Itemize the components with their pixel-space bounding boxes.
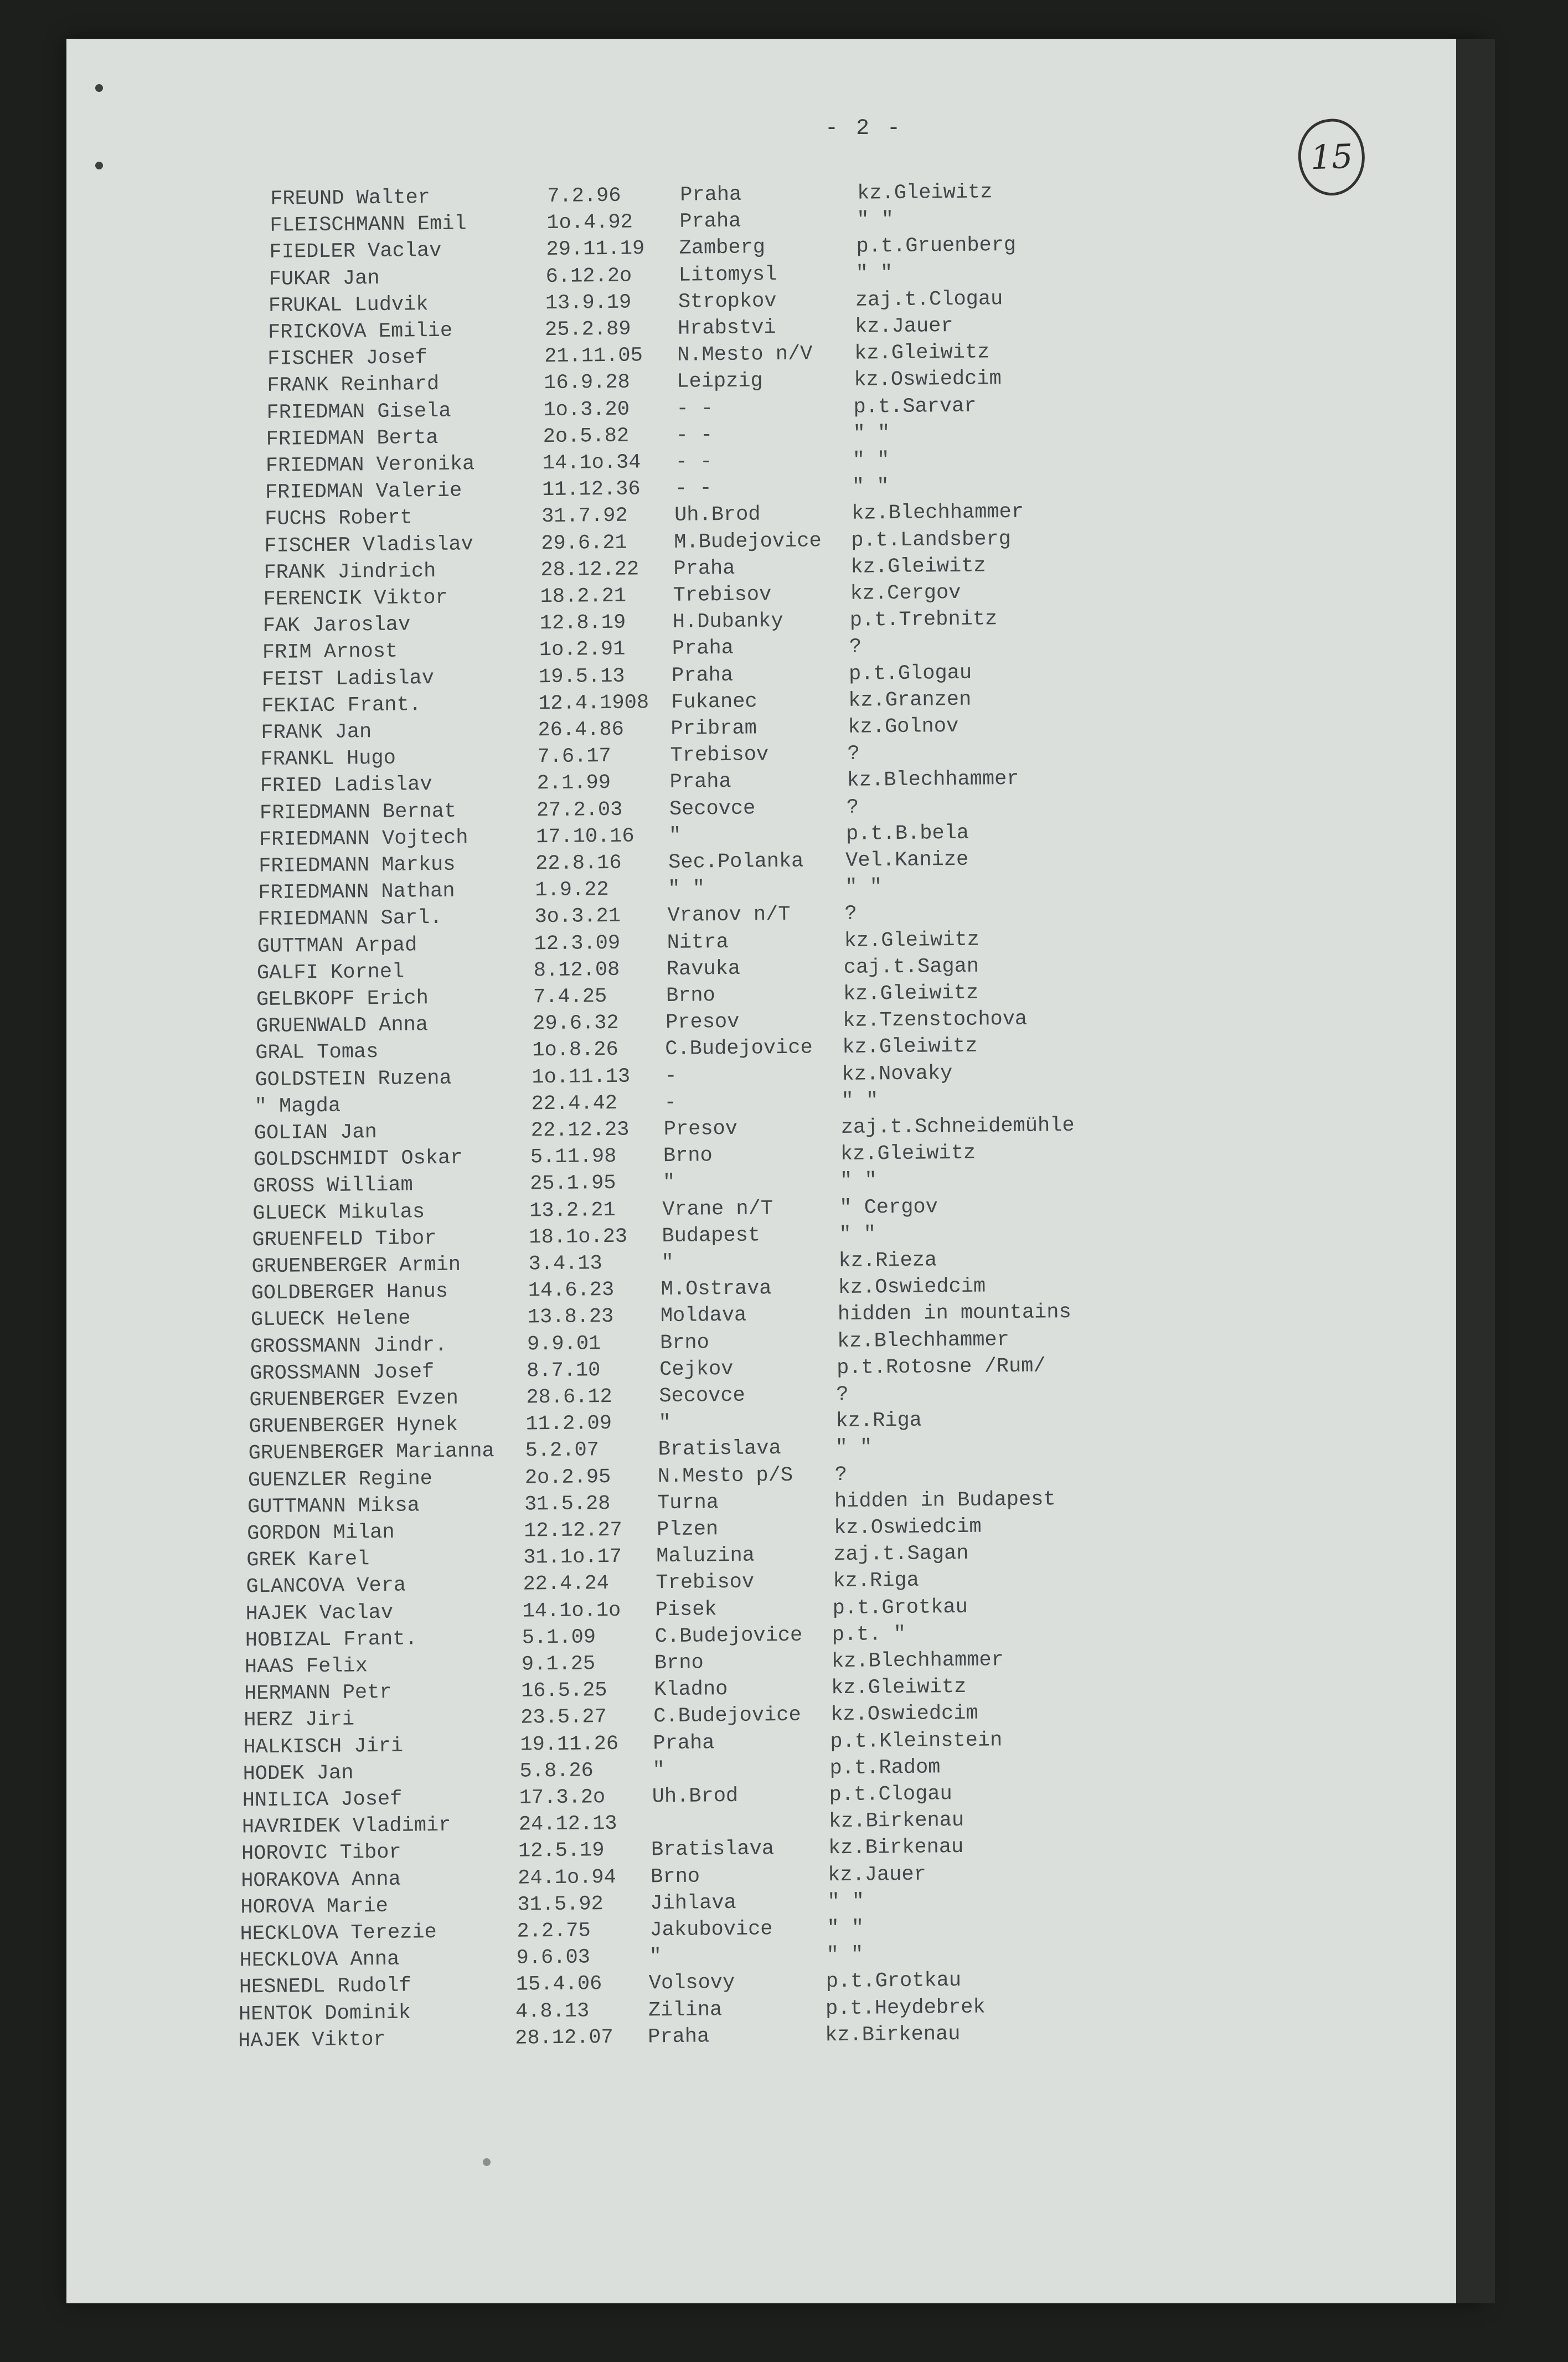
birth-place: H.Dubanky bbox=[673, 607, 783, 636]
fate-destination: " " bbox=[840, 1167, 877, 1195]
birth-date: 2o.2.95 bbox=[525, 1463, 611, 1492]
fate-destination: ? bbox=[847, 793, 859, 821]
fate-destination: p.t. " bbox=[832, 1621, 906, 1649]
person-name: HERMANN Petr bbox=[244, 1679, 392, 1708]
birth-date: 5.8.26 bbox=[519, 1757, 594, 1785]
person-name: FRIED Ladislav bbox=[260, 771, 432, 800]
birth-place: - - bbox=[675, 421, 713, 450]
person-name: HOROVIC Tibor bbox=[241, 1839, 401, 1868]
birth-place: N.Mesto n/V bbox=[677, 341, 813, 369]
person-name: FUKAR Jan bbox=[269, 265, 379, 293]
birth-date: 11.2.09 bbox=[525, 1410, 612, 1438]
fate-destination: " " bbox=[853, 446, 890, 475]
birth-place: Secovce bbox=[659, 1382, 745, 1410]
person-name: HERZ Jiri bbox=[244, 1706, 354, 1735]
fate-destination: " " bbox=[845, 873, 882, 901]
person-name: GLUECK Helene bbox=[251, 1305, 411, 1334]
fate-destination: zaj.t.Sagan bbox=[833, 1540, 969, 1569]
birth-place: " bbox=[663, 1169, 675, 1197]
person-name: GORDON Milan bbox=[247, 1519, 395, 1548]
birth-place: Ravuka bbox=[667, 955, 741, 983]
birth-place: - bbox=[664, 1062, 677, 1090]
fate-destination: kz.Riga bbox=[835, 1407, 922, 1435]
person-name: HAJEK Vaclav bbox=[245, 1598, 393, 1628]
person-name: GELBKOPF Erich bbox=[256, 984, 429, 1014]
birth-place: Praha bbox=[680, 181, 742, 209]
person-name: GRUENBERGER Marianna bbox=[248, 1437, 494, 1467]
person-name: FRANK Jindrich bbox=[264, 558, 436, 587]
fate-destination: p.t.Clogau bbox=[829, 1780, 952, 1809]
birth-date: 12.3.09 bbox=[534, 929, 620, 957]
fate-destination: kz.Blechhammer bbox=[832, 1646, 1004, 1675]
fate-destination: " " bbox=[857, 206, 894, 234]
birth-place: Bratislava bbox=[651, 1835, 775, 1864]
fate-destination: p.t.B.bela bbox=[846, 819, 969, 848]
birth-place: Turna bbox=[657, 1489, 719, 1517]
person-name: HODEK Jan bbox=[243, 1759, 353, 1788]
person-name: GRUENFELD Tibor bbox=[252, 1225, 437, 1254]
person-name: HAAS Felix bbox=[245, 1652, 368, 1681]
birth-date: 2o.5.82 bbox=[543, 422, 629, 450]
birth-date: 22.4.42 bbox=[531, 1090, 617, 1118]
birth-date: 14.1o.1o bbox=[522, 1596, 621, 1625]
birth-place: Nitra bbox=[667, 929, 729, 957]
birth-place: Pisek bbox=[655, 1596, 717, 1624]
birth-place: Maluzina bbox=[656, 1542, 755, 1571]
fate-destination: kz.Jauer bbox=[855, 312, 953, 341]
birth-date: 9.6.03 bbox=[516, 1944, 590, 1972]
birth-date: 22.4.24 bbox=[523, 1570, 609, 1598]
birth-place: Stropkov bbox=[678, 287, 777, 316]
birth-date: 24.12.13 bbox=[519, 1810, 617, 1839]
person-name: HAVRIDEK Vladimir bbox=[242, 1812, 451, 1842]
fate-destination: kz.Riga bbox=[833, 1567, 919, 1595]
person-name: GUTTMAN Arpad bbox=[257, 931, 417, 961]
person-name: HORAKOVA Anna bbox=[241, 1865, 401, 1895]
fate-destination: kz.Gleiwitz bbox=[842, 1033, 978, 1061]
fate-destination: " " bbox=[841, 1087, 878, 1115]
birth-place: Praha bbox=[672, 661, 734, 689]
person-name: FRANK Jan bbox=[261, 718, 372, 747]
birth-date: 26.4.86 bbox=[538, 716, 624, 744]
birth-place: Brno bbox=[663, 1142, 713, 1170]
person-name: FLEISCHMANN Emil bbox=[270, 210, 467, 240]
birth-date: 14.6.23 bbox=[528, 1276, 614, 1304]
birth-place: Zilina bbox=[648, 1996, 723, 2024]
fate-destination: kz.Oswiedcim bbox=[834, 1513, 982, 1543]
birth-place: Praha bbox=[653, 1729, 715, 1757]
birth-place: Praha bbox=[672, 635, 734, 663]
person-name: FRIEDMANN Bernat bbox=[260, 797, 457, 827]
person-name: FISCHER Vladislav bbox=[264, 530, 473, 560]
fate-destination: kz.Jauer bbox=[828, 1860, 926, 1889]
birth-place: Sec.Polanka bbox=[668, 848, 804, 876]
fate-destination: p.t.Grotkau bbox=[826, 1967, 962, 1995]
person-name: FIEDLER Vaclav bbox=[269, 237, 441, 266]
fate-destination: p.t.Glogau bbox=[849, 659, 972, 688]
person-name: FRIEDMANN Nathan bbox=[258, 878, 455, 907]
birth-date: 13.8.23 bbox=[528, 1303, 614, 1331]
fate-destination: kz.Golnov bbox=[848, 713, 958, 741]
birth-place: N.Mesto p/S bbox=[658, 1461, 793, 1490]
fate-destination: p.t.Kleinstein bbox=[830, 1726, 1002, 1756]
person-name: FERENCIK Viktor bbox=[263, 584, 448, 613]
birth-place: Uh.Brod bbox=[674, 501, 761, 529]
person-name: GRUENBERGER Hynek bbox=[249, 1411, 458, 1441]
birth-date: 21.11.05 bbox=[544, 342, 643, 371]
fate-destination: p.t.Radom bbox=[829, 1754, 940, 1782]
birth-date: 31.1o.17 bbox=[523, 1543, 622, 1572]
person-name: FISCHER Josef bbox=[267, 344, 427, 373]
person-name: FRANK Reinhard bbox=[267, 370, 439, 400]
birth-date: 7.2.96 bbox=[547, 182, 621, 210]
fate-destination: zaj.t.Schneidemühle bbox=[841, 1112, 1075, 1142]
birth-date: 5.11.98 bbox=[530, 1143, 617, 1171]
fate-destination: kz.Birkenau bbox=[829, 1807, 964, 1835]
person-name: FRIEDMANN Vojtech bbox=[259, 824, 468, 854]
fate-destination: kz.Blechhammer bbox=[852, 498, 1024, 528]
person-name: FEKIAC Frant. bbox=[261, 691, 421, 720]
birth-date: 4.8.13 bbox=[515, 1997, 590, 2025]
person-name: HALKISCH Jiri bbox=[243, 1732, 403, 1761]
fate-destination: p.t.Landsberg bbox=[851, 525, 1011, 555]
fate-destination: " " bbox=[855, 260, 893, 288]
birth-place: - - bbox=[676, 395, 713, 423]
fate-destination: kz.Oswiedcim bbox=[831, 1700, 978, 1729]
birth-place: Brno bbox=[654, 1649, 704, 1677]
birth-place: Leipzig bbox=[677, 368, 763, 396]
fate-destination: kz.Cergov bbox=[850, 579, 961, 608]
fate-destination: p.t.Grotkau bbox=[832, 1593, 968, 1622]
fate-destination: ? bbox=[849, 633, 862, 661]
person-name: HOROVA Marie bbox=[240, 1892, 388, 1922]
birth-date: 25.1.95 bbox=[530, 1169, 616, 1198]
birth-date: 8.12.08 bbox=[534, 956, 620, 984]
fate-destination: Vel.Kanize bbox=[845, 846, 969, 875]
birth-place: Trebisov bbox=[670, 741, 768, 770]
person-name: HECKLOVA Terezie bbox=[240, 1919, 437, 1948]
birth-place: Plzen bbox=[657, 1515, 719, 1544]
person-name: GREK Karel bbox=[246, 1545, 370, 1574]
birth-date: 9.1.25 bbox=[522, 1650, 596, 1678]
fate-destination: kz.Birkenau bbox=[825, 2020, 961, 2049]
fate-destination: kz.Novaky bbox=[842, 1060, 952, 1089]
birth-date: 16.5.25 bbox=[521, 1677, 607, 1705]
birth-date: 22.12.23 bbox=[531, 1116, 630, 1145]
birth-date: 1o.8.26 bbox=[532, 1036, 618, 1064]
fate-destination: " " bbox=[826, 1941, 863, 1969]
fate-destination: kz.Rieza bbox=[838, 1246, 937, 1275]
person-name: GROSSMANN Jindr. bbox=[250, 1331, 447, 1360]
birth-place: Bratislava bbox=[658, 1435, 781, 1463]
birth-date: 13.2.21 bbox=[529, 1197, 616, 1225]
birth-date: 31.7.92 bbox=[541, 502, 628, 530]
person-name: HECKLOVA Anna bbox=[239, 1946, 399, 1975]
birth-date: 24.1o.94 bbox=[518, 1864, 616, 1892]
birth-date: 14.1o.34 bbox=[543, 448, 641, 477]
person-name: GLANCOVA Vera bbox=[246, 1572, 406, 1601]
person-name: FRIM Arnost bbox=[262, 638, 398, 667]
fate-destination: hidden in mountains bbox=[838, 1298, 1071, 1328]
birth-date: 7.6.17 bbox=[537, 742, 611, 771]
birth-date: 19.11.26 bbox=[520, 1730, 618, 1759]
person-name: GUENZLER Regine bbox=[248, 1465, 433, 1494]
fate-destination: " " bbox=[853, 420, 890, 448]
birth-date: 1.9.22 bbox=[535, 876, 609, 904]
birth-place: Praha bbox=[679, 208, 741, 236]
person-name: FRIEDMAN Gisela bbox=[266, 397, 451, 426]
birth-place: " bbox=[658, 1409, 671, 1437]
birth-date: 17.3.2o bbox=[519, 1783, 606, 1812]
fate-destination: " " bbox=[852, 473, 889, 501]
birth-date: 28.12.07 bbox=[515, 2024, 613, 2052]
page-number: - 2 - bbox=[825, 116, 902, 141]
birth-place: Trebisov bbox=[673, 581, 771, 610]
birth-place: Fukanec bbox=[671, 688, 757, 716]
person-name: FRIEDMAN Berta bbox=[266, 424, 438, 453]
person-name: GRUENBERGER Armin bbox=[251, 1251, 461, 1281]
person-name: FRIEDMAN Veronika bbox=[266, 450, 475, 480]
birth-date: 1o.11.13 bbox=[532, 1063, 630, 1091]
fate-destination: kz.Oswiedcim bbox=[838, 1273, 986, 1302]
birth-date: 16.9.28 bbox=[544, 369, 630, 397]
person-name: FRICKOVA Emilie bbox=[268, 317, 453, 347]
birth-date: 18.2.21 bbox=[540, 582, 626, 611]
person-name: GRUENWALD Anna bbox=[256, 1011, 428, 1040]
person-name: GOLDBERGER Hanus bbox=[251, 1278, 448, 1307]
birth-date: 3o.3.21 bbox=[534, 902, 621, 931]
fate-destination: ? bbox=[835, 1461, 848, 1489]
person-name: GRAL Tomas bbox=[255, 1038, 379, 1067]
folio-number: 15 bbox=[1310, 137, 1354, 178]
birth-date: 19.5.13 bbox=[539, 662, 625, 690]
birth-place: Vranov n/T bbox=[667, 901, 791, 930]
fate-destination: kz.Gleiwitz bbox=[854, 339, 990, 368]
birth-place: Brno bbox=[660, 1329, 709, 1357]
birth-date: 1o.3.20 bbox=[543, 395, 630, 424]
person-name: HAJEK Viktor bbox=[238, 2026, 386, 2055]
fate-destination: p.t.Rotosne /Rum/ bbox=[837, 1352, 1046, 1382]
birth-place: Volsovy bbox=[649, 1969, 735, 1997]
person-name: " Magda bbox=[254, 1092, 341, 1120]
birth-place: " " bbox=[668, 875, 705, 904]
birth-place: Moldava bbox=[661, 1302, 747, 1330]
fate-destination: kz.Gleiwitz bbox=[857, 178, 993, 207]
birth-place: M.Ostrava bbox=[661, 1275, 771, 1303]
person-name: FRIEDMAN Valerie bbox=[265, 477, 462, 507]
fate-destination: kz.Oswiedcim bbox=[854, 365, 1002, 395]
birth-place: C.Budejovice bbox=[665, 1034, 813, 1064]
birth-date: 3.4.13 bbox=[528, 1250, 602, 1278]
birth-date: 25.2.89 bbox=[545, 316, 631, 344]
fate-destination: ? bbox=[836, 1381, 849, 1409]
birth-place: - - bbox=[675, 448, 713, 476]
fate-destination: kz.Gleiwitz bbox=[843, 979, 979, 1008]
birth-date: 2.1.99 bbox=[537, 769, 611, 797]
birth-place: Kladno bbox=[654, 1675, 728, 1704]
birth-place: Pribram bbox=[670, 714, 757, 742]
birth-place: Hrabstvi bbox=[678, 314, 776, 343]
person-name: FEIST Ladislav bbox=[262, 664, 434, 694]
birth-date: 13.9.19 bbox=[545, 288, 632, 317]
birth-date: 5.2.07 bbox=[525, 1437, 599, 1465]
birth-date: 29.6.21 bbox=[541, 529, 627, 557]
birth-date: 29.11.19 bbox=[546, 235, 644, 264]
fate-destination: " " bbox=[835, 1434, 872, 1462]
birth-place: Presov bbox=[664, 1115, 738, 1143]
birth-date: 31.5.92 bbox=[517, 1890, 604, 1919]
birth-date: 15.4.06 bbox=[516, 1971, 602, 1999]
person-name: HENTOK Dominik bbox=[239, 1999, 411, 2028]
birth-date: 31.5.28 bbox=[524, 1490, 611, 1518]
person-name: GROSSMANN Josef bbox=[250, 1358, 435, 1388]
birth-place: Presov bbox=[666, 1008, 740, 1036]
birth-place: Praha bbox=[669, 768, 731, 796]
birth-place: " bbox=[649, 1943, 662, 1971]
birth-place: Secovce bbox=[669, 795, 756, 823]
birth-place: - - bbox=[675, 475, 712, 503]
birth-date: 29.6.32 bbox=[533, 1009, 619, 1038]
birth-date: 12.8.19 bbox=[540, 609, 626, 637]
person-name: GOLIAN Jan bbox=[254, 1118, 378, 1147]
birth-date: 27.2.03 bbox=[537, 796, 623, 824]
person-name: FAK Jaroslav bbox=[263, 611, 411, 641]
birth-date: 6.12.2o bbox=[545, 262, 632, 290]
birth-place: Trebisov bbox=[656, 1569, 754, 1597]
person-name: FRIEDMANN Sarl. bbox=[257, 904, 442, 934]
birth-date: 7.4.25 bbox=[533, 983, 607, 1011]
birth-date: 9.9.01 bbox=[527, 1330, 601, 1358]
birth-place: Zamberg bbox=[679, 234, 765, 262]
birth-date: 28.6.12 bbox=[526, 1383, 612, 1411]
person-name: HNILICA Josef bbox=[243, 1786, 403, 1815]
fate-destination: kz.Tzenstochova bbox=[843, 1005, 1028, 1035]
birth-date: 18.1o.23 bbox=[529, 1223, 627, 1252]
birth-place: Jakubovice bbox=[649, 1915, 773, 1944]
fate-destination: kz.Gleiwitz bbox=[844, 926, 979, 955]
birth-date: 12.12.27 bbox=[524, 1517, 622, 1545]
person-name: GRUENBERGER Evzen bbox=[249, 1385, 458, 1415]
person-name: FRUKAL Ludvik bbox=[269, 291, 429, 320]
person-name: FUCHS Robert bbox=[265, 504, 412, 534]
fate-destination: hidden in Budapest bbox=[834, 1486, 1056, 1515]
fate-destination: caj.t.Sagan bbox=[844, 952, 979, 981]
birth-place: Brno bbox=[666, 982, 715, 1010]
fate-destination: kz.Gleiwitz bbox=[831, 1673, 967, 1702]
birth-place: C.Budejovice bbox=[653, 1701, 801, 1731]
fate-destination: " Cergov bbox=[839, 1193, 938, 1222]
fate-destination: zaj.t.Clogau bbox=[855, 285, 1003, 314]
fate-destination: p.t.Trebnitz bbox=[850, 605, 998, 635]
fate-destination: p.t.Sarvar bbox=[853, 392, 977, 421]
fate-destination: kz.Granzen bbox=[848, 686, 972, 715]
birth-place: Vrane n/T bbox=[662, 1195, 773, 1224]
birth-date: 22.8.16 bbox=[535, 849, 622, 878]
fate-destination: p.t.Gruenberg bbox=[856, 231, 1016, 261]
fate-destination: " " bbox=[839, 1220, 876, 1249]
birth-place: Praha bbox=[648, 2023, 710, 2051]
person-name: GALFI Kornel bbox=[257, 958, 405, 987]
person-name: GLUECK Mikulas bbox=[252, 1198, 425, 1228]
birth-place: " bbox=[669, 822, 682, 850]
person-name: FREUND Walter bbox=[270, 184, 430, 213]
birth-date: 28.12.22 bbox=[540, 555, 639, 584]
birth-place: Praha bbox=[673, 555, 735, 583]
fate-destination: " " bbox=[827, 1887, 864, 1916]
person-name: GUTTMANN Miksa bbox=[247, 1492, 420, 1521]
birth-place: Litomysl bbox=[678, 261, 777, 290]
birth-date: 23.5.27 bbox=[520, 1704, 607, 1732]
birth-date: 12.4.1908 bbox=[538, 689, 649, 718]
fate-destination: kz.Blechhammer bbox=[847, 765, 1019, 795]
birth-place: M.Budejovice bbox=[674, 527, 822, 556]
person-name: HOBIZAL Frant. bbox=[245, 1625, 417, 1654]
fate-destination: kz.Gleiwitz bbox=[840, 1139, 976, 1168]
birth-date: 8.7.10 bbox=[527, 1357, 601, 1385]
birth-place: Budapest bbox=[662, 1221, 760, 1250]
birth-place: - bbox=[664, 1089, 677, 1117]
birth-place: Brno bbox=[651, 1863, 700, 1891]
birth-date: 12.5.19 bbox=[518, 1837, 605, 1865]
fate-destination: p.t.Heydebrek bbox=[826, 1993, 986, 2023]
birth-place: C.Budejovice bbox=[655, 1622, 803, 1651]
person-name: GROSS William bbox=[253, 1172, 413, 1201]
fate-destination: ? bbox=[847, 740, 860, 768]
birth-date: 17.10.16 bbox=[536, 822, 635, 851]
birth-date: 5.1.09 bbox=[522, 1623, 596, 1652]
person-name: GOLDSTEIN Ruzena bbox=[255, 1064, 452, 1094]
fate-destination: " " bbox=[827, 1915, 864, 1943]
birth-place: Jihlava bbox=[650, 1889, 736, 1917]
person-name: GOLDSCHMIDT Oskar bbox=[254, 1144, 463, 1174]
fate-destination: ? bbox=[844, 900, 857, 928]
birth-date: 2.2.75 bbox=[517, 1917, 591, 1945]
birth-date: 11.12.36 bbox=[542, 476, 641, 504]
person-name: FRIEDMANN Markus bbox=[259, 851, 456, 880]
birth-date: 1o.2.91 bbox=[539, 636, 626, 664]
birth-date: 1o.4.92 bbox=[546, 209, 633, 237]
person-name: FRANKL Hugo bbox=[260, 745, 396, 773]
fate-destination: kz.Birkenau bbox=[828, 1833, 964, 1862]
person-name: HESNEDL Rudolf bbox=[239, 1972, 411, 2002]
birth-place: " bbox=[661, 1249, 674, 1277]
fate-destination: kz.Blechhammer bbox=[837, 1326, 1009, 1355]
birth-place: " bbox=[652, 1756, 665, 1784]
fate-destination: kz.Gleiwitz bbox=[850, 552, 986, 581]
birth-place: Cejkov bbox=[659, 1355, 734, 1384]
birth-place: Uh.Brod bbox=[652, 1782, 738, 1811]
